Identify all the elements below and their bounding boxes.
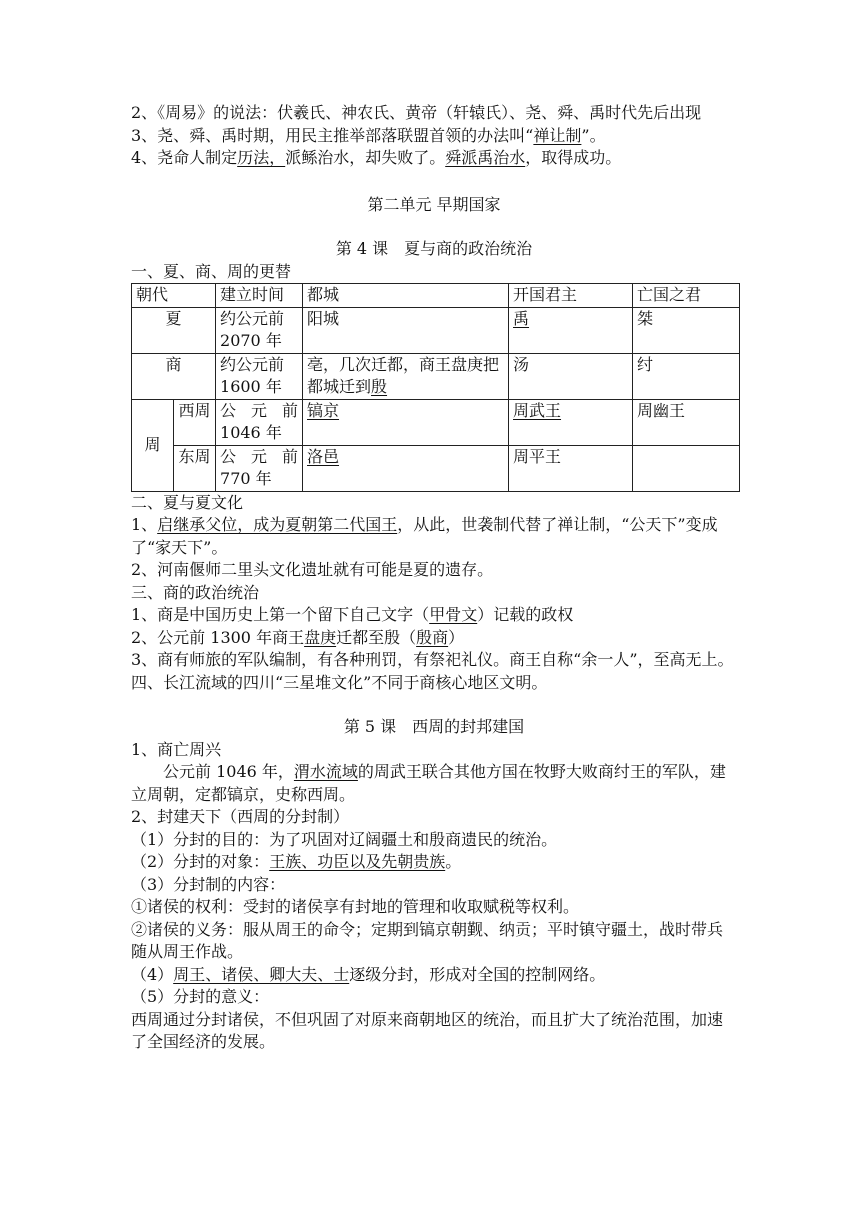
header-cell: 朝代 bbox=[132, 284, 216, 308]
paragraph: 西周通过分封诸侯，不但巩固了对原来商朝地区的统治，而且扩大了统治范围，加速了全国经济的发展。 bbox=[131, 1009, 724, 1051]
paragraph-yao: 4、尧命人制定历法，派鲧治水，却失败了。舜派禹治水，取得成功。 bbox=[131, 148, 622, 167]
list-item: （4）周王、诸侯、卿大夫、士逐级分封，形成对全国的控制网络。 bbox=[131, 964, 606, 984]
paragraph: 1、启继承父位，成为夏朝第二代国王，从此，世袭制代替了禅让制，“公天下”变成了“家天下”。 bbox=[131, 515, 718, 557]
sub-dynasty-name: 西周 bbox=[174, 399, 216, 445]
dynasty-name: 夏 bbox=[132, 307, 216, 353]
underlined-term: 历法， bbox=[237, 148, 286, 167]
section-heading: 一、夏、商、周的更替 bbox=[131, 261, 292, 281]
list-item: ①诸侯的权利：受封的诸侯享有封地的管理和收取赋税等权利。 bbox=[131, 897, 580, 916]
document-page bbox=[131, 102, 737, 1054]
lesson5-title: 第 5 课 西周的封邦建国 bbox=[343, 717, 525, 736]
dynasty-table bbox=[131, 283, 740, 492]
founder: 禹 bbox=[509, 307, 633, 353]
header-cell: 建立时间 bbox=[216, 284, 303, 308]
founder: 周武王 bbox=[509, 399, 633, 445]
paragraph: 公元前 1046 年，渭水流域的周武王联合其他方国在牧野大败商纣王的军队，建立周朝，定都镐京，史称西周。 bbox=[131, 762, 726, 804]
last-ruler: 桀 bbox=[633, 307, 740, 353]
unit-title: 第二单元 早期国家 bbox=[367, 194, 501, 214]
list-item: （2）分封的对象：王族、功臣以及先朝贵族。 bbox=[131, 852, 462, 871]
founder: 周平王 bbox=[509, 445, 633, 491]
lesson4-title: 第 4 课 夏与商的政治统治 bbox=[335, 239, 533, 258]
capital: 阳城 bbox=[303, 307, 509, 353]
table-row bbox=[132, 307, 740, 353]
table-row bbox=[132, 353, 740, 399]
founder: 汤 bbox=[509, 353, 633, 399]
table-row bbox=[132, 445, 740, 491]
founding-time: 约公元前2070 年 bbox=[216, 307, 303, 353]
underlined-term: 舜派禹治水 bbox=[445, 148, 526, 167]
section-heading: 2、封建天下（西周的分封制） bbox=[131, 807, 350, 826]
dynasty-name: 商 bbox=[132, 353, 216, 399]
list-item: ②诸侯的义务：服从周王的命令；定期到镐京朝觐、纳贡；平时镇守疆土，战时带兵随从周王作战。 bbox=[131, 919, 724, 961]
underlined-term: 禅让制 bbox=[533, 125, 582, 145]
paragraph: 2、公元前 1300 年商王盘庚迁都至殷（殷商） bbox=[131, 627, 465, 647]
paragraph-shanrang: 3、尧、舜、禹时期，用民主推举部落联盟首领的办法叫“禅让制”。 bbox=[131, 125, 606, 145]
capital: 洛邑 bbox=[303, 445, 509, 491]
header-cell: 开国君主 bbox=[509, 284, 633, 308]
section-heading: 1、商亡周兴 bbox=[131, 739, 222, 759]
founding-time: 公 元 前 1046 年 bbox=[216, 399, 303, 445]
dynasty-name: 周 bbox=[132, 399, 174, 491]
paragraph: 2、河南偃师二里头文化遗址就有可能是夏的遗存。 bbox=[131, 560, 494, 579]
list-item: （5）分封的意义： bbox=[131, 987, 270, 1006]
section-heading: 四、长江流域的四川“三星堆文化”不同于商核心地区文明。 bbox=[131, 672, 548, 692]
last-ruler bbox=[633, 445, 740, 491]
table-row bbox=[132, 399, 740, 445]
section-heading: 三、商的政治统治 bbox=[131, 582, 260, 602]
list-item: （1）分封的目的：为了巩固对辽阔疆土和殷商遗民的统治。 bbox=[131, 829, 558, 849]
last-ruler: 纣 bbox=[633, 353, 740, 399]
capital: 亳，几次迁都，商王盘庚把都城迁到殷 bbox=[303, 353, 509, 399]
capital: 镐京 bbox=[303, 399, 509, 445]
founding-time: 约公元前1600 年 bbox=[216, 353, 303, 399]
header-cell: 亡国之君 bbox=[633, 284, 740, 308]
table-header-row bbox=[132, 284, 740, 308]
paragraph: 1、商是中国历史上第一个留下自己文字（甲骨文）记载的政权 bbox=[131, 605, 574, 624]
sub-dynasty-name: 东周 bbox=[174, 445, 216, 491]
header-cell: 都城 bbox=[303, 284, 509, 308]
last-ruler: 周幽王 bbox=[633, 399, 740, 445]
founding-time: 公 元 前 770 年 bbox=[216, 445, 303, 491]
section-heading: 二、夏与夏文化 bbox=[131, 492, 244, 512]
paragraph: 3、商有师旅的军队编制，有各种刑罚，有祭祀礼仪。商王自称“余一人”，至高无上。 bbox=[131, 650, 734, 669]
list-item: （3）分封制的内容： bbox=[131, 874, 286, 894]
paragraph-zhouyi: 2、《周易》的说法：伏羲氏、神农氏、黄帝（轩辕氏）、尧、舜、禹时代先后出现 bbox=[131, 103, 702, 122]
